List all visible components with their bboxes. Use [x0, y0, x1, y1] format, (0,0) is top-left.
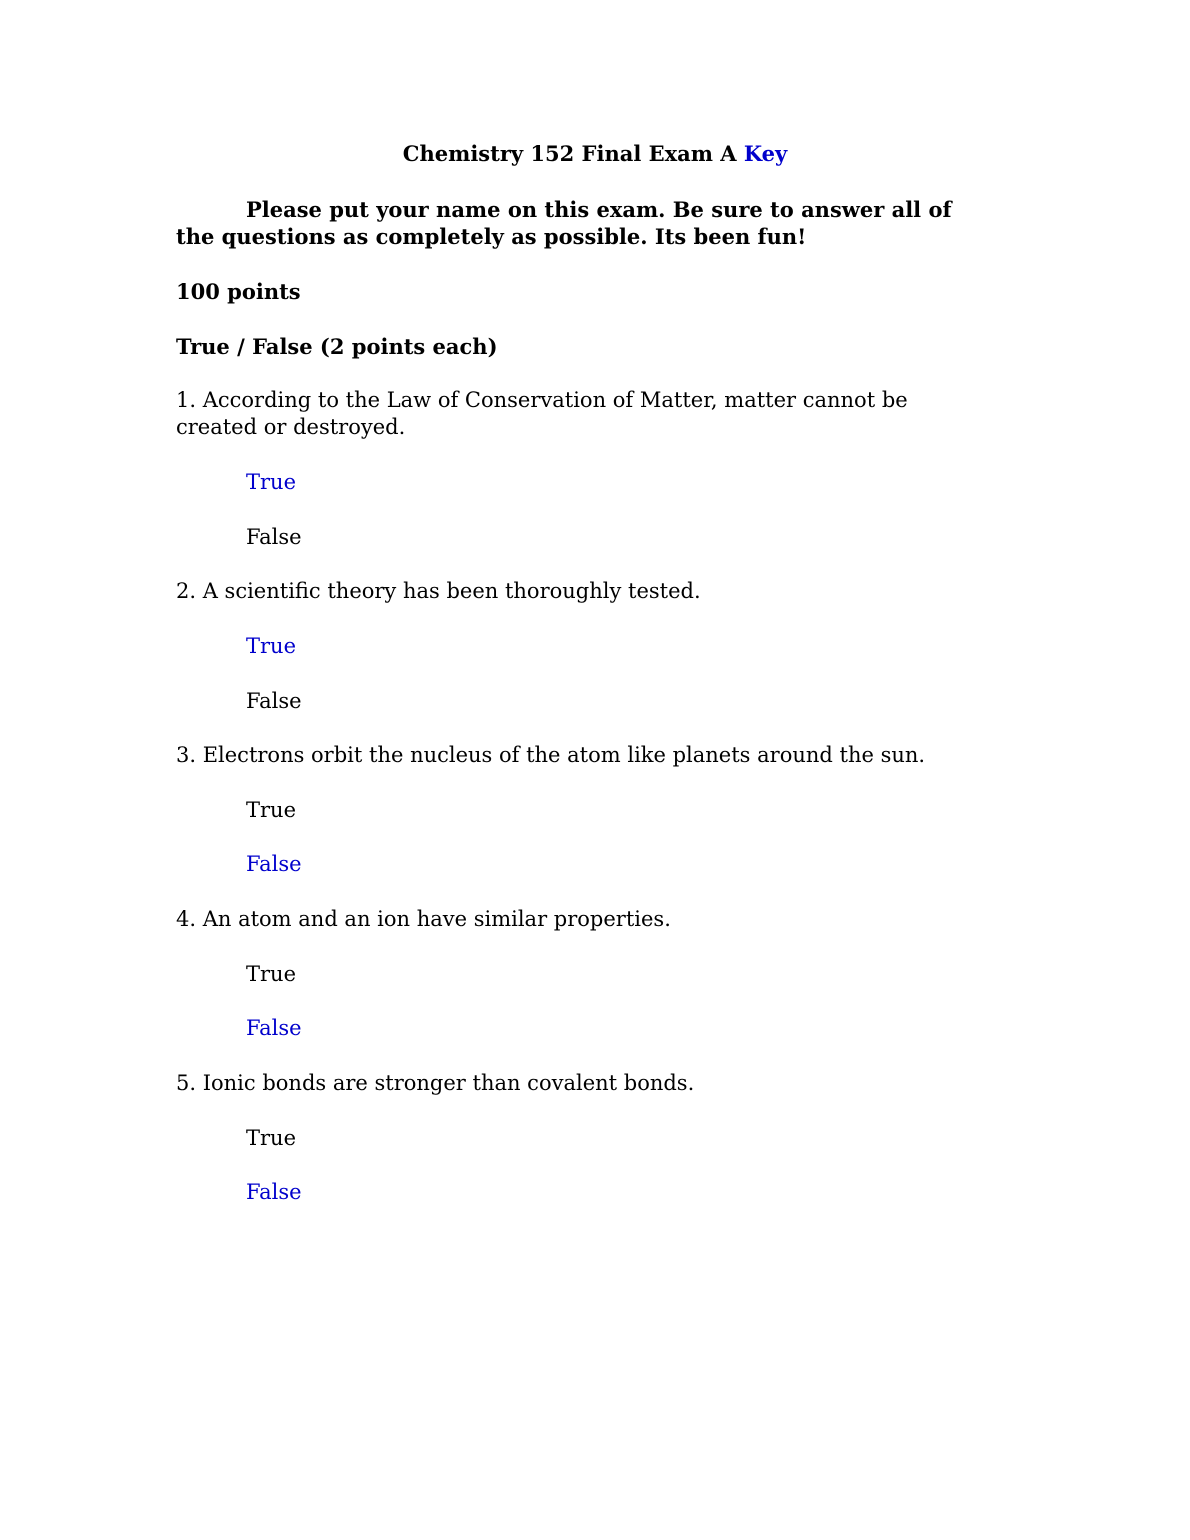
question-2-text: 2. A scientific theory has been thoroughly tested.: [176, 579, 701, 603]
exam-title-main: Chemistry 152 Final Exam A: [402, 141, 737, 166]
section-heading: True / False (2 points each): [176, 334, 498, 359]
question-2-option-true: True: [246, 634, 296, 658]
question-3-option-true: True: [246, 798, 296, 822]
points-total: 100 points: [176, 279, 301, 304]
question-5-text: 5. Ionic bonds are stronger than covalent bonds.: [176, 1071, 695, 1095]
exam-title-key: Key: [743, 141, 788, 166]
question-4-text: 4. An atom and an ion have similar properties.: [176, 907, 671, 931]
exam-title: [0, 140, 1190, 168]
question-5-option-false: False: [246, 1180, 302, 1204]
question-3-option-false: False: [246, 852, 302, 876]
question-2-option-false: False: [246, 689, 302, 713]
question-1-text: 1. According to the Law of Conservation of Matter, matter cannot be created or destroyed.: [176, 388, 908, 439]
question-1-option-false: False: [246, 525, 302, 549]
question-5-option-true: True: [246, 1126, 296, 1150]
question-4-option-true: True: [246, 962, 296, 986]
question-3-text: 3. Electrons orbit the nucleus of the atom like planets around the sun.: [176, 743, 926, 767]
instructions: Please put your name on this exam. Be sure to answer all of the questions as completely as possible. Its been fun!: [176, 197, 952, 249]
question-4-option-false: False: [246, 1016, 302, 1040]
question-1-option-true: True: [246, 470, 296, 494]
